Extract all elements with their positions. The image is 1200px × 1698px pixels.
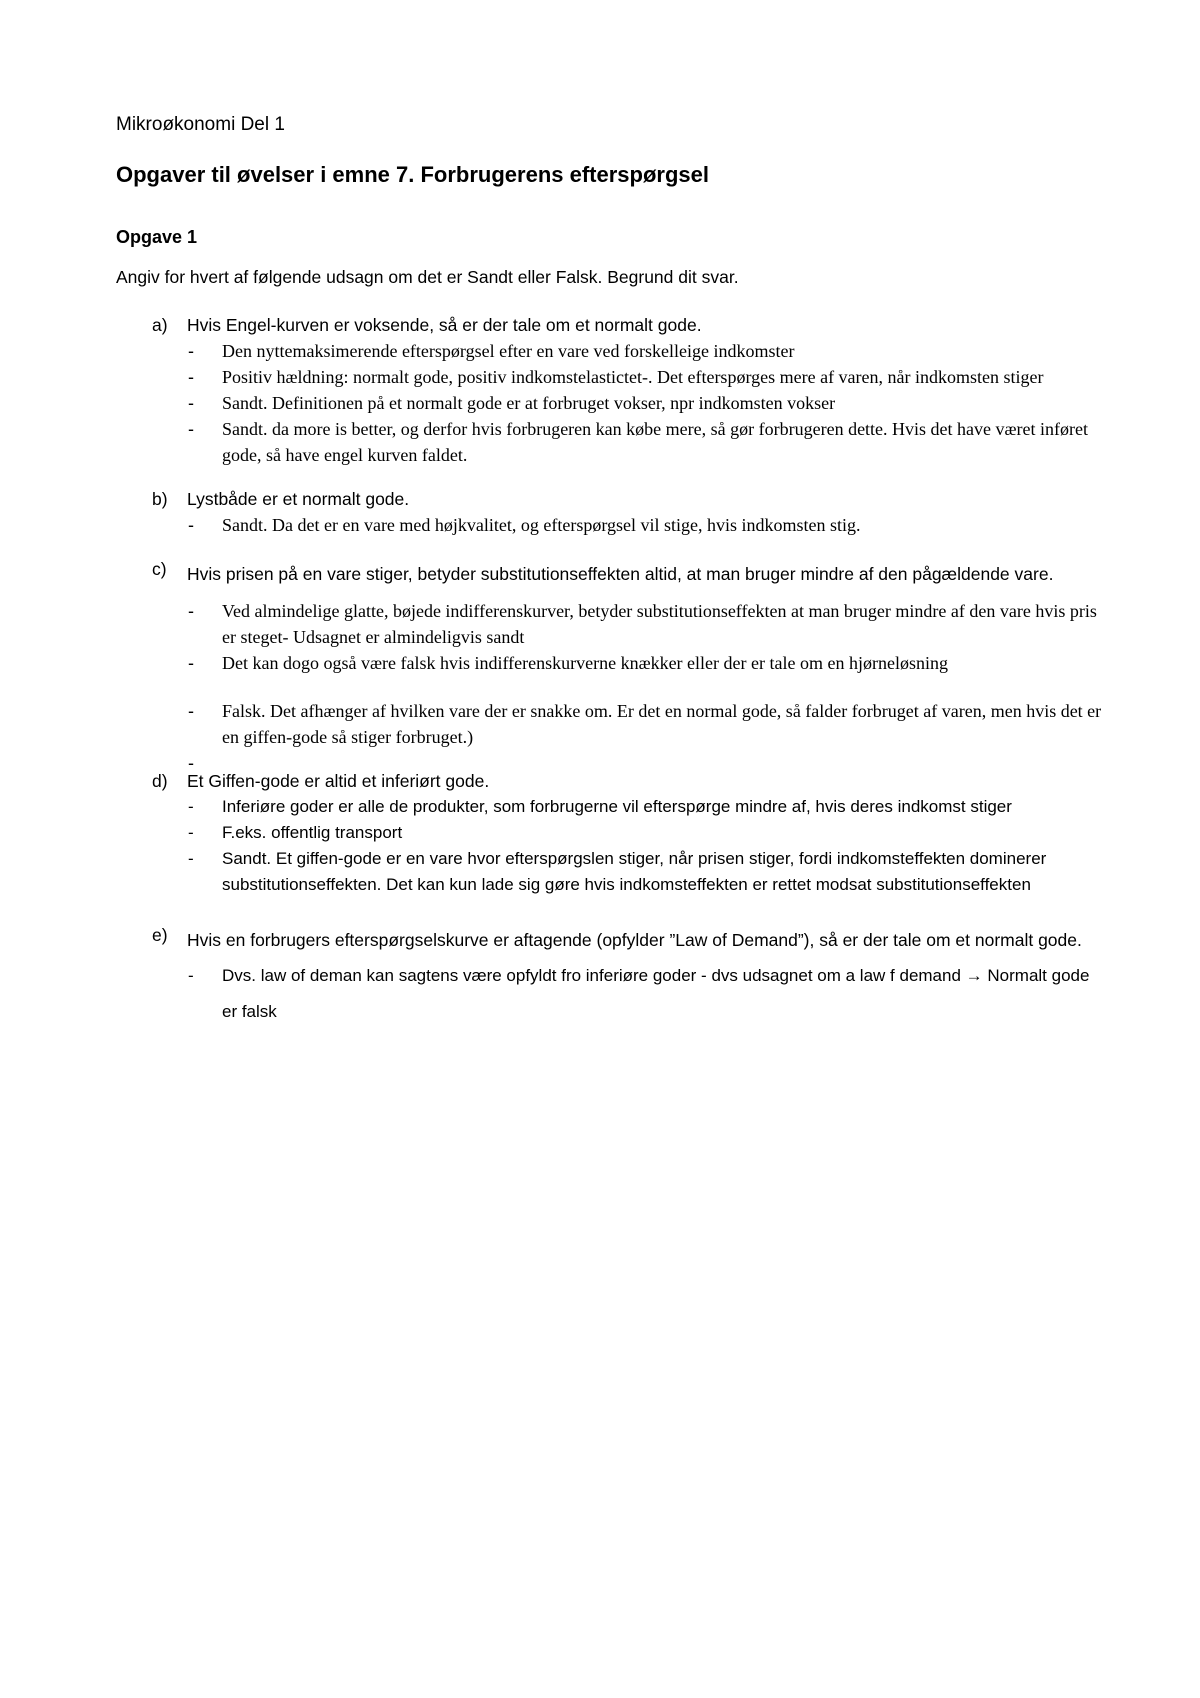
answer-text: Sandt. da more is better, og derfor hvis forbrugeren kan købe mere, så gør forbrugeren dette. Hvis det have været inføret gode, så have engel kurven faldet. xyxy=(222,419,1088,465)
answer-text: Normalt gode er falsk xyxy=(222,966,1090,1021)
question-b xyxy=(116,486,1106,538)
answer-item xyxy=(116,958,1106,1030)
answer-item xyxy=(116,698,1106,750)
answer-item xyxy=(116,364,1106,390)
answer-text: F.eks. offentlig transport xyxy=(222,823,403,842)
bullet-marker: - xyxy=(188,419,194,439)
answer-text: Sandt. Definitionen på et normalt gode er at forbruget vokser, npr indkomsten vokser xyxy=(222,393,836,413)
bullet-marker: - xyxy=(188,601,194,621)
bullet-marker: - xyxy=(188,823,194,842)
bullet-marker: - xyxy=(188,515,194,535)
task-intro: Angiv for hvert af følgende udsagn om det er Sandt eller Falsk. Begrund dit svar. xyxy=(116,267,739,287)
answer-item xyxy=(116,598,1106,650)
document-title: Opgaver til øvelser i emne 7. Forbrugerens efterspørgsel xyxy=(116,162,709,187)
answer-text: Dvs. law of deman kan sagtens være opfyldt fro inferiøre goder - dvs udsagnet om a law f demand xyxy=(222,966,961,985)
bullet-marker: - xyxy=(188,393,194,413)
question-text: Hvis en forbrugers efterspørgselskurve er aftagende (opfylder ”Law of Demand”), så er der tale om et normalt gode. xyxy=(187,930,1082,950)
question-letter: a) xyxy=(152,315,168,335)
answer-text: Sandt. Et giffen-gode er en vare hvor efterspørgslen stiger, når prisen stiger, fordi indkomsteffekten dominerer substitutionseffekten. Det kan kun lade sig gøre hvis indkomsteffekten er rettet modsat substitutionseffekten xyxy=(222,849,1047,894)
question-letter: e) xyxy=(152,925,168,945)
question-d xyxy=(116,768,1106,898)
answer-text: Den nyttemaksimerende efterspørgsel efter en vare ved forskelleige indkomster xyxy=(222,341,795,361)
bullet-marker: - xyxy=(188,701,194,721)
document-page xyxy=(116,112,1106,1048)
answer-text: Falsk. Det afhænger af hvilken vare der er snakke om. Er det en normal gode, så falder forbruget af varen, men hvis det er en giffen-gode så stiger forbruget.) xyxy=(222,701,1102,747)
bullet-marker: - xyxy=(188,367,194,387)
answer-text: Inferiøre goder er alle de produkter, som forbrugerne vil efterspørge mindre af, hvis deres indkomst stiger xyxy=(222,797,1012,816)
answer-list xyxy=(116,958,1106,1030)
answer-item xyxy=(116,794,1106,820)
answer-item xyxy=(116,416,1106,468)
answer-text: Ved almindelige glatte, bøjede indifferenskurver, betyder substitutionseffekten at man bruger mindre af den vare hvis pris er steget- Udsagnet er almindeligvis sandt xyxy=(222,601,1097,647)
answer-item xyxy=(116,338,1106,364)
answer-text: Det kan dogo også være falsk hvis indifferenskurverne knækker eller der er tale om en hjørneløsning xyxy=(222,653,948,673)
task-heading: Opgave 1 xyxy=(116,227,198,247)
bullet-marker: - xyxy=(188,753,194,773)
answer-item xyxy=(116,650,1106,676)
question-text: Hvis Engel-kurven er voksende, så er der tale om et normalt gode. xyxy=(187,315,702,335)
arrow-right-icon: → xyxy=(965,966,983,985)
bullet-marker: - xyxy=(188,966,194,985)
answer-item xyxy=(116,820,1106,846)
bullet-marker: - xyxy=(188,341,194,361)
question-text: Lystbåde er et normalt gode. xyxy=(187,489,410,509)
bullet-marker: - xyxy=(188,849,194,868)
question-letter: b) xyxy=(152,489,168,509)
question-letter: d) xyxy=(152,771,168,791)
answer-list xyxy=(116,598,1106,773)
answer-item xyxy=(116,512,1106,538)
question-c xyxy=(116,556,1106,773)
answer-list xyxy=(116,794,1106,898)
bullet-marker: - xyxy=(188,653,194,673)
answer-text: Sandt. Da det er en vare med højkvalitet, og efterspørgsel vil stige, hvis indkomsten stig. xyxy=(222,515,861,535)
answer-text: Positiv hældning: normalt gode, positiv indkomstelastictet-. Det efterspørges mere af varen, når indkomsten stiger xyxy=(222,367,1044,387)
answer-list xyxy=(116,512,1106,538)
question-letter: c) xyxy=(152,559,167,579)
answer-item xyxy=(116,390,1106,416)
question-e xyxy=(116,922,1106,1030)
answer-list xyxy=(116,338,1106,468)
answer-item xyxy=(116,846,1106,898)
question-text: Hvis prisen på en vare stiger, betyder substitutionseffekten altid, at man bruger mindre af den pågældende vare. xyxy=(187,564,1054,584)
question-text: Et Giffen-gode er altid et inferiørt gode. xyxy=(187,771,490,791)
course-subject: Mikroøkonomi Del 1 xyxy=(116,114,285,135)
question-a xyxy=(116,312,1106,468)
bullet-marker: - xyxy=(188,797,194,816)
